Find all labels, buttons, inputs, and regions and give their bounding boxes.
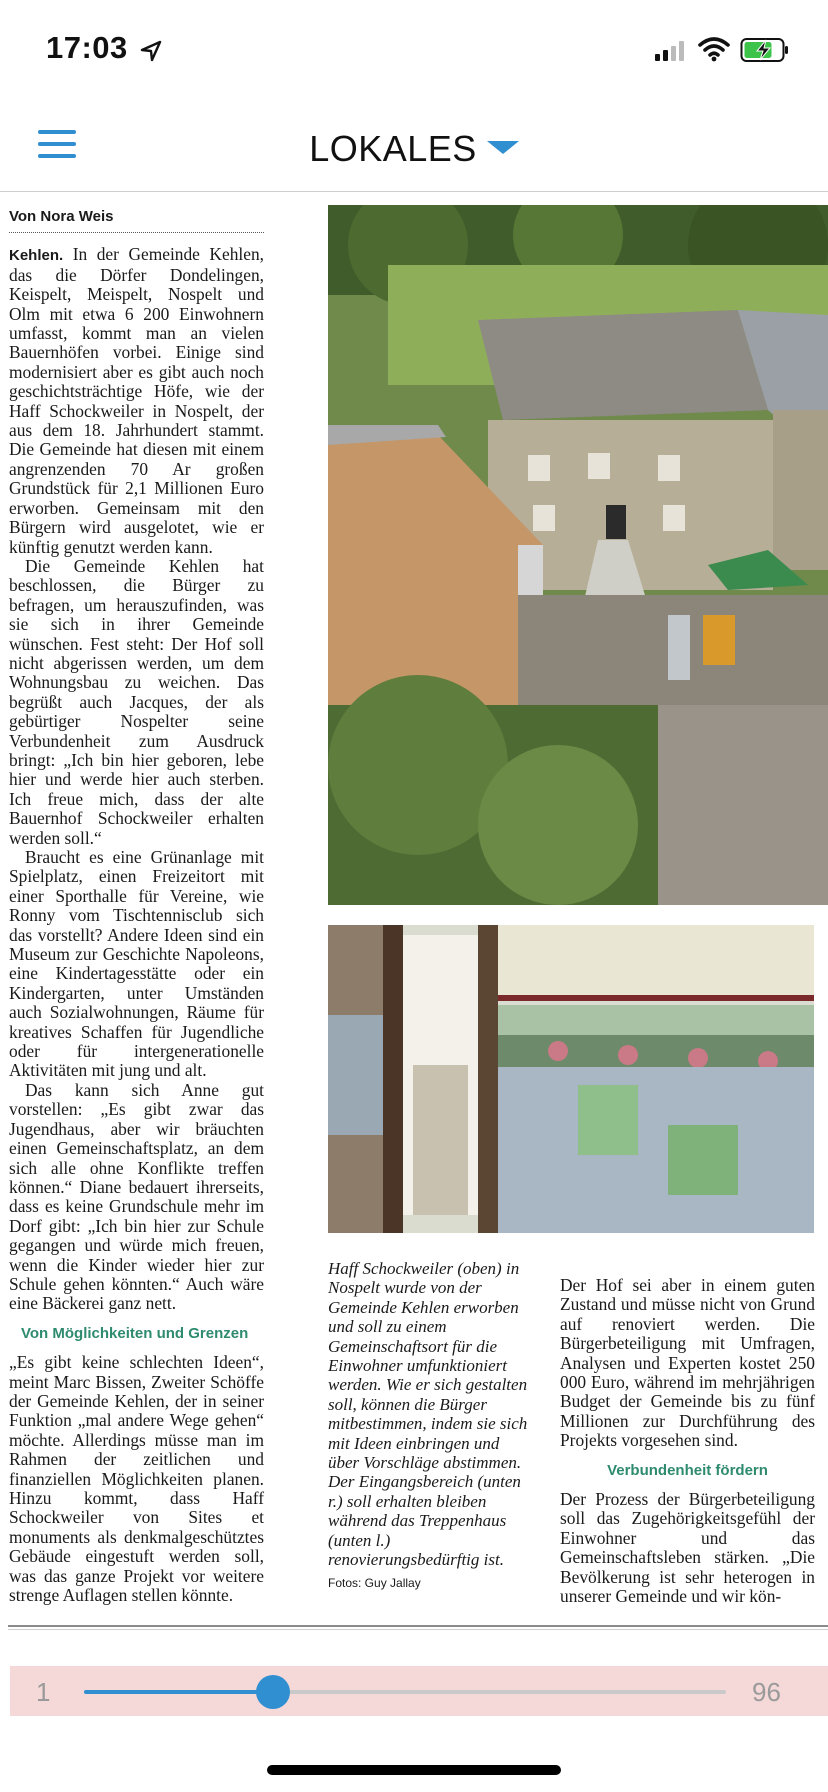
farmhouse-aerial-photo xyxy=(328,205,828,905)
section-title: LOKALES xyxy=(309,128,477,170)
slider-max-label: 96 xyxy=(752,1677,781,1707)
status-time: 17:03 xyxy=(46,30,128,65)
entrance-hall-photo xyxy=(328,925,814,1233)
page-slider-thumb[interactable] xyxy=(256,1675,290,1709)
paragraph: Der Prozess der Bürgerbeteiligung soll das Zugehörigkeitsgefühl der Einwohner und das Gemeinschaftsleben stärken. „Die Bevölkerung ist sehr heterogen in unserer Gemeinde und wir kön- xyxy=(560,1489,815,1607)
page-slider-track[interactable] xyxy=(84,1690,726,1694)
photo-credit: Fotos: Guy Jallay xyxy=(328,1575,421,1590)
caret-down-icon xyxy=(487,141,519,154)
byline: Von Nora Weis xyxy=(9,207,264,233)
page-slider-bar xyxy=(10,1666,828,1716)
subheading: Von Möglichkeiten und Grenzen xyxy=(21,1324,249,1342)
article-column-3 xyxy=(560,1276,815,1607)
battery-charging-icon xyxy=(740,37,790,63)
paragraph: Der Hof sei aber in einem guten Zustand und müsse nicht von Grund auf renoviert werden. Die Bürgerbeteiligung mit Umfragen, Analysen und Experten kostet 250 000 Euro, während im mehrjährigen Budget der Gemeinde bis zu fünf Millionen zur Durchführung des Projekts vorgesehen sind. xyxy=(560,1275,815,1451)
paragraph: Braucht es eine Grünanlage mit Spielplatz, einen Freizeitort mit einer Sporthalle für Vereine, wie Ronny vom Tischtennisclub sich das vorstellt? Andere Ideen sind ein Museum zur Geschichte Napoleons, eine Kindertagesstätte oder ein Kindergarten, unter Umständen auch Sozialwohnungen, Räume für kreatives Schaffen für Jugendliche oder für intergenerationelle Aktivitäten mit jung und alt. xyxy=(9,847,264,1081)
newspaper-page[interactable] xyxy=(0,193,828,1633)
slider-min-label: 1 xyxy=(36,1677,51,1707)
section-selector[interactable] xyxy=(0,126,828,170)
status-bar xyxy=(0,0,828,100)
photo-caption: Haff Schockweiler (oben) in Nospelt wurde von der Gemeinde Kehlen erworben und soll zu einem Gemeinschaftsort für die Einwohner umfunktioniert werden. Wie er sich gestalten soll, können die Bürger mitbestimmen, indem sie sich mit Ideen einbringen und über Vorschläge abstimmen. Der Eingangsbereich (unten r.) soll erhalten bleiben während das Treppenhaus (unten l.) renovierungsbedürftig ist. Fotos: Guy Jallay xyxy=(328,1259,533,1593)
paragraph: Das kann sich Anne gut vorstellen: „Es gibt zwar das Jugendhaus, aber wir bräuchten einen Gemeinschaftsplatz, an dem sich alle ohne Konflikte treffen können.“ Diane bedauert ihrerseits, dass es keine Grundschule mehr im Dorf gibt: „Ich bin hier zur Schule gegangen und würde mich freuen, wenn die Kinder wieder hier zur Schule gehen könnten.“ Auch wäre eine Bäckerei ganz nett. xyxy=(9,1079,264,1314)
article-column-1 xyxy=(9,207,264,1605)
page-slider-fill xyxy=(84,1690,273,1694)
paragraph: Die Gemeinde Kehlen hat beschlossen, die Bürger zu befragen, um herauszufinden, was sie sich in ihrer Gemeinde wünschen. Fest steht: Der Hof soll nicht abgerissen werden, um dem Wohnungsbau zu weichen. Das begrüßt auch Jacques, der als gebürtiger Nospelter seine Verbundenheit zum Ausdruck bringt: „Ich bin hier geboren, lebe hier und werde hier auch sterben. Ich freue mich, dass der alte Bauernhof Schockweiler erhalten werden soll.“ xyxy=(9,555,264,848)
home-indicator[interactable] xyxy=(267,1765,561,1775)
page-divider xyxy=(8,1625,828,1627)
app-header xyxy=(0,100,828,192)
location-arrow-icon xyxy=(140,40,162,62)
paragraph: Kehlen. In der Gemeinde Kehlen, das die Dörfer Dondelingen, Keispelt, Meispelt, Nospelt und Olm mit etwa 6 200 Einwohnern umfasst, kommt man an vielen Bauernhöfen vorbei. Einige sind modernisiert aber es gibt auch noch geschichtsträchtige Höfe, wie der Haff Schockweiler in Nospelt, der aus dem 18. Jahrhundert stammt. Die Gemeinde hat diesen mit einem angrenzenden 70 Ar großen Grundstück für 2,1 Millionen Euro erworben. Gemeinsam mit den Bürgern wird ausgelotet, wie er künftig genutzt werden kann. xyxy=(9,244,264,557)
dateline: Kehlen. xyxy=(9,247,64,265)
subheading: Verbundenheit fördern xyxy=(607,1461,768,1479)
cellular-signal-icon xyxy=(654,40,688,62)
wifi-icon xyxy=(698,36,730,62)
paragraph: „Es gibt keine schlechten Ideen“, meint Marc Bissen, Zweiter Schöffe der Gemeinde Kehlen, der in seiner Funktion „mal andere Wege gehen“ möchte. Allerdings müsse man im Rahmen der zeitlichen und finanziellen Möglichkeiten planen. Hinzu kommt, dass Haff Schockweiler von Sites et monuments als denkmalgeschütztes Gebäude eingestuft werden soll, was das ganze Projekt vor weitere strenge Auflagen stellen könnte. xyxy=(9,1352,264,1606)
